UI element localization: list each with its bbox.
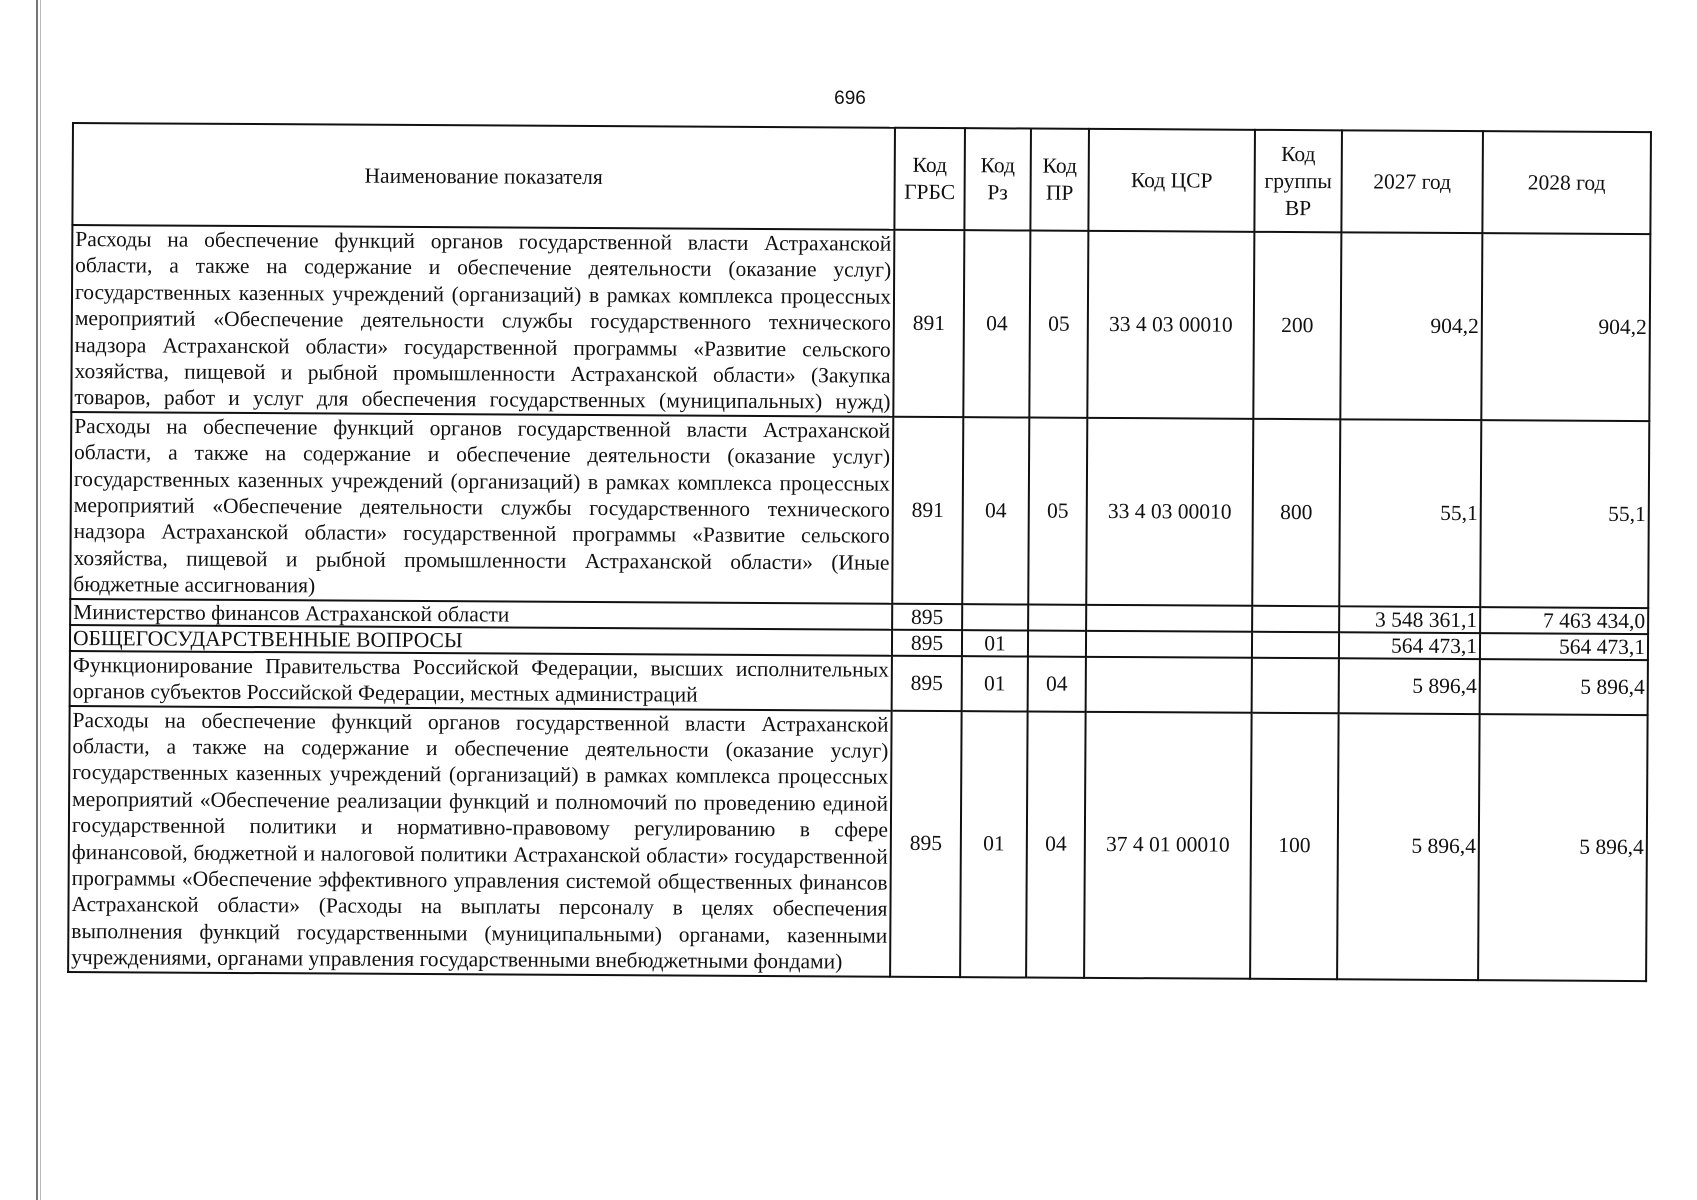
row-2028: 564 473,1 xyxy=(1480,633,1648,660)
row-2027: 5 896,4 xyxy=(1339,658,1480,714)
row-csr xyxy=(1086,605,1252,632)
row-vr: 800 xyxy=(1252,419,1340,606)
row-rz: 04 xyxy=(963,230,1030,417)
row-pr xyxy=(1028,630,1086,656)
row-pr: 05 xyxy=(1028,417,1087,604)
row-name: Расходы на обеспечение функций органов государственной власти Астраханской области, а также на содержание и обеспечение деятельности (оказание услуг) государственных казенных учреждений (организаций) в рамках комплекса процессных мероприятий «Обеспечение деятельности службы государственного технического надзора Астраханской области» государственной программы «Развитие сельского хозяйства, пищевой и рыбной промышленности Астраханской области» (Иные бюджетные ассигнования) xyxy=(70,412,893,604)
row-rz: 01 xyxy=(960,711,1028,977)
row-2028: 904,2 xyxy=(1481,233,1650,421)
row-pr: 04 xyxy=(1028,656,1086,711)
page-number: 696 xyxy=(834,88,866,109)
row-rz: 01 xyxy=(962,656,1028,711)
table-row xyxy=(68,705,1648,980)
table-row xyxy=(70,412,1649,608)
row-name: Расходы на обеспечение функций органов государственной власти Астраханской области, а также на содержание и обеспечение деятельности (оказание услуг) государственных казенных учреждений (организаций) в рамках комплекса процессных мероприятий «Обеспечение деятельности службы государственного технического надзора Астраханской области» государственной программы «Развитие сельского хозяйства, пищевой и рыбной промышленности Астраханской области» (Закупка товаров, работ и услуг для обеспечения государственных (муниципальных) нужд) xyxy=(71,225,894,417)
row-2028: 55,1 xyxy=(1480,420,1649,608)
row-grbs: 895 xyxy=(892,629,962,655)
row-2028: 5 896,4 xyxy=(1478,714,1648,981)
header-name: Наименование показателя xyxy=(72,123,895,230)
row-2027: 5 896,4 xyxy=(1337,713,1480,980)
header-grbs: Код ГРБС xyxy=(894,128,965,230)
header-2028: 2028 год xyxy=(1482,131,1651,234)
row-vr: 200 xyxy=(1253,232,1341,419)
row-csr xyxy=(1086,631,1252,658)
scan-edge-line xyxy=(36,0,38,1200)
row-grbs: 895 xyxy=(892,603,962,629)
row-name: Министерство финансов Астраханской области xyxy=(70,599,892,630)
row-vr xyxy=(1252,657,1339,712)
row-2027: 904,2 xyxy=(1340,232,1482,420)
row-csr xyxy=(1086,657,1252,713)
row-2028: 7 463 434,0 xyxy=(1480,607,1648,634)
row-name: Функционирование Правительства Российской Федерации, высших исполнительных органов субъектов Российской Федерации, местных администраций xyxy=(70,651,892,711)
table-row xyxy=(71,225,1650,421)
row-grbs: 895 xyxy=(892,655,962,710)
header-rz: Код Рз xyxy=(964,128,1031,230)
header-vr: Код группы ВР xyxy=(1254,130,1342,232)
row-2027: 3 548 361,1 xyxy=(1339,606,1480,633)
row-vr xyxy=(1252,605,1339,632)
header-pr: Код ПР xyxy=(1030,129,1089,231)
row-csr: 33 4 03 00010 xyxy=(1086,418,1253,606)
row-vr: 100 xyxy=(1250,712,1339,979)
row-grbs: 891 xyxy=(893,230,964,417)
row-rz: 01 xyxy=(962,630,1028,656)
row-pr: 05 xyxy=(1029,231,1088,418)
budget-table xyxy=(67,122,1652,982)
row-2028: 5 896,4 xyxy=(1480,659,1648,715)
row-pr xyxy=(1028,604,1086,630)
table-header-row xyxy=(72,123,1651,234)
row-2027: 55,1 xyxy=(1339,419,1481,607)
row-name: ОБЩЕГОСУДАРСТВЕННЫЕ ВОПРОСЫ xyxy=(70,625,892,656)
row-rz: 04 xyxy=(962,417,1029,604)
table-row xyxy=(70,651,1648,715)
row-name: Расходы на обеспечение функций органов государственной власти Астраханской области, а также на содержание и обеспечение деятельности (оказание услуг) государственных казенных учреждений (организаций) в рамках комплекса процессных мероприятий «Обеспечение реализации функций и полномочий по проведению единой государственной политики и нормативно-правовому регулированию в сфере финансовой, бюджетной и налоговой политики Астраханской области» государственной программы «Обеспечение эффективного управления системой общественных финансов Астраханской области» (Расходы на выплаты персоналу в целях обеспечения выполнения функций государственными (муниципальными) органами, казенными учреждениями, органами управления государственными внебюджетными фондами) xyxy=(68,705,892,976)
row-grbs: 895 xyxy=(890,710,962,976)
row-vr xyxy=(1252,631,1339,658)
row-grbs: 891 xyxy=(892,417,963,604)
row-csr: 37 4 01 00010 xyxy=(1084,711,1252,978)
row-rz xyxy=(962,604,1028,630)
row-pr: 04 xyxy=(1026,711,1086,977)
row-csr: 33 4 03 00010 xyxy=(1087,231,1254,419)
scan-edge-line xyxy=(40,0,41,1200)
header-csr: Код ЦСР xyxy=(1088,129,1255,232)
header-2027: 2027 год xyxy=(1341,130,1483,233)
row-2027: 564 473,1 xyxy=(1339,632,1480,659)
